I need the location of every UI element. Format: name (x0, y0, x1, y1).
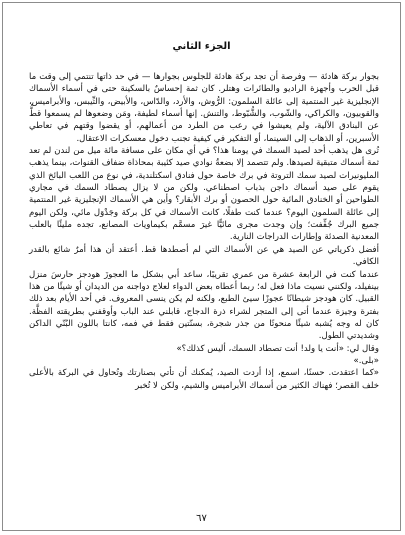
book-page (2, 2, 401, 531)
paragraph: عندما كنت في الرابعة عشرة من عمري تقريبًا، ساعد أبي بشكل ما العجوزَ هودجز حارسَ منزل بينفيلد، ولكنني نسيت ماذا فعل له؛ ربما أعطاه بعض الدواء لعلاج دواجنه من الديدان أو شيئًا من هذا القبيل. كان هودجز شيطانًا عجوزًا سيئ الطبع، ولكنه لم يكن ينسى المعروف. في أحد الأيام بعد ذلك بفترة وجيزة عندما أتى إلى المتجر لشراء ذرة الدجاج، قابلني عند الباب وأوقفني بطريقته الفظَّة. كان له وجه يُشبه شيئًا منحوتًا من جذر شجرة، بسنّتين فقط في فمه، كانتا باللون البُنّي الداكن وشديدتي الطول. (29, 269, 379, 342)
paragraph: «بلى.» (353, 355, 379, 366)
running-header: الجزء الثاني (172, 41, 231, 52)
paragraph: بجوار بركة هادئة — وفرصة أن تجد بركة هادئة للجلوس بجوارها — في حد ذاتها تنتمي إلى وقت ما قبل الحرب وأجهزة الراديو والطائرات وهتلر. كان ثمة إحساسٌ بالسكينة حتى في أسماء الأسماك الإنجليزية غير المنتمية إلى عائلة السلمون: الرُّوش، والأرد، والدّاس، والأبيض، والتِّيبس، والأبراميس، والقوبيون، والكراكي، والشّوب، والشُّبّوط، والتنش. إنها أسماء لطيفة، ومَن وضعوها لم يسمعوا قطُّ عن البنادق الآلية، ولم يعيشوا في رعب من الطرد من أعمالهم، أو يقضوا وقتهم في تعاطي الأسبرين، أو الذهاب إلى السينما، أو التفكير في كيفية تجنب دخول معسكرات الاعتقال. (29, 72, 379, 144)
paragraph: تُرى هل يذهب أحد لصيد السمك في يومنا هذا؟ في أي مكان على مسافة مائة ميل من لندن لم تعد ثمة أسماك متبقية لصيدها. ولم تتصمد إلا بضعةُ نوادي صيد كئيبة بمحاذاة ضفاف القنوات، بينما يذهب المليونيرات لصيد سمك التروتة في برك خاصة حول فنادق اسكتلندية، في نوع من اللعب البائخ الذي يقوم على صيد أسماك داجن بذباب اصطناعي. ولكن من لا يزال يصطاد السمك في مجاري الطواحين أو الخنادق المائية حول الحصون أو برك الأبقار؟ وأين هي الأسماك الإنجليزية غير المنتمية إلى عائلة السلمون اليوم؟ عندما كنت طفلًا، كانت الأسماك في كل بركة وجَدْوَل مائي، ولكن اليوم جميع البرك جُفِّفت؛ وإن وجدت مجرى مائيًّا غيرَ مسمَّم بكيماويات المصانع، تجده مليئًا بالعلب المعدنية الصدئة وإطارات الدراجات النارية. (29, 146, 379, 243)
paragraph: «كما اعتقدت. حسنًا، اسمع، إذا أردت الصيد، يُمكنك أن تأتي بصنارتك وتُحاول في البركة بالأعلى خلف القصر؛ فهناك الكثير من أسماك الأبراميس والشيم، ولكن لا تُخبر (29, 368, 379, 391)
paragraph: أفضل ذكرياتي عن الصيد هي عن الأسماك التي لم أصطدها قط. أعتقد أن هذا أمرٌ شائع بالقدر الكافي. (29, 244, 379, 268)
page-number: ٦٧ (196, 513, 207, 524)
paragraph: وقال لي: «أنت يا ولد! أنت تصطاد السمك، أليس كذلك؟» (176, 343, 379, 354)
body-text (29, 71, 379, 392)
